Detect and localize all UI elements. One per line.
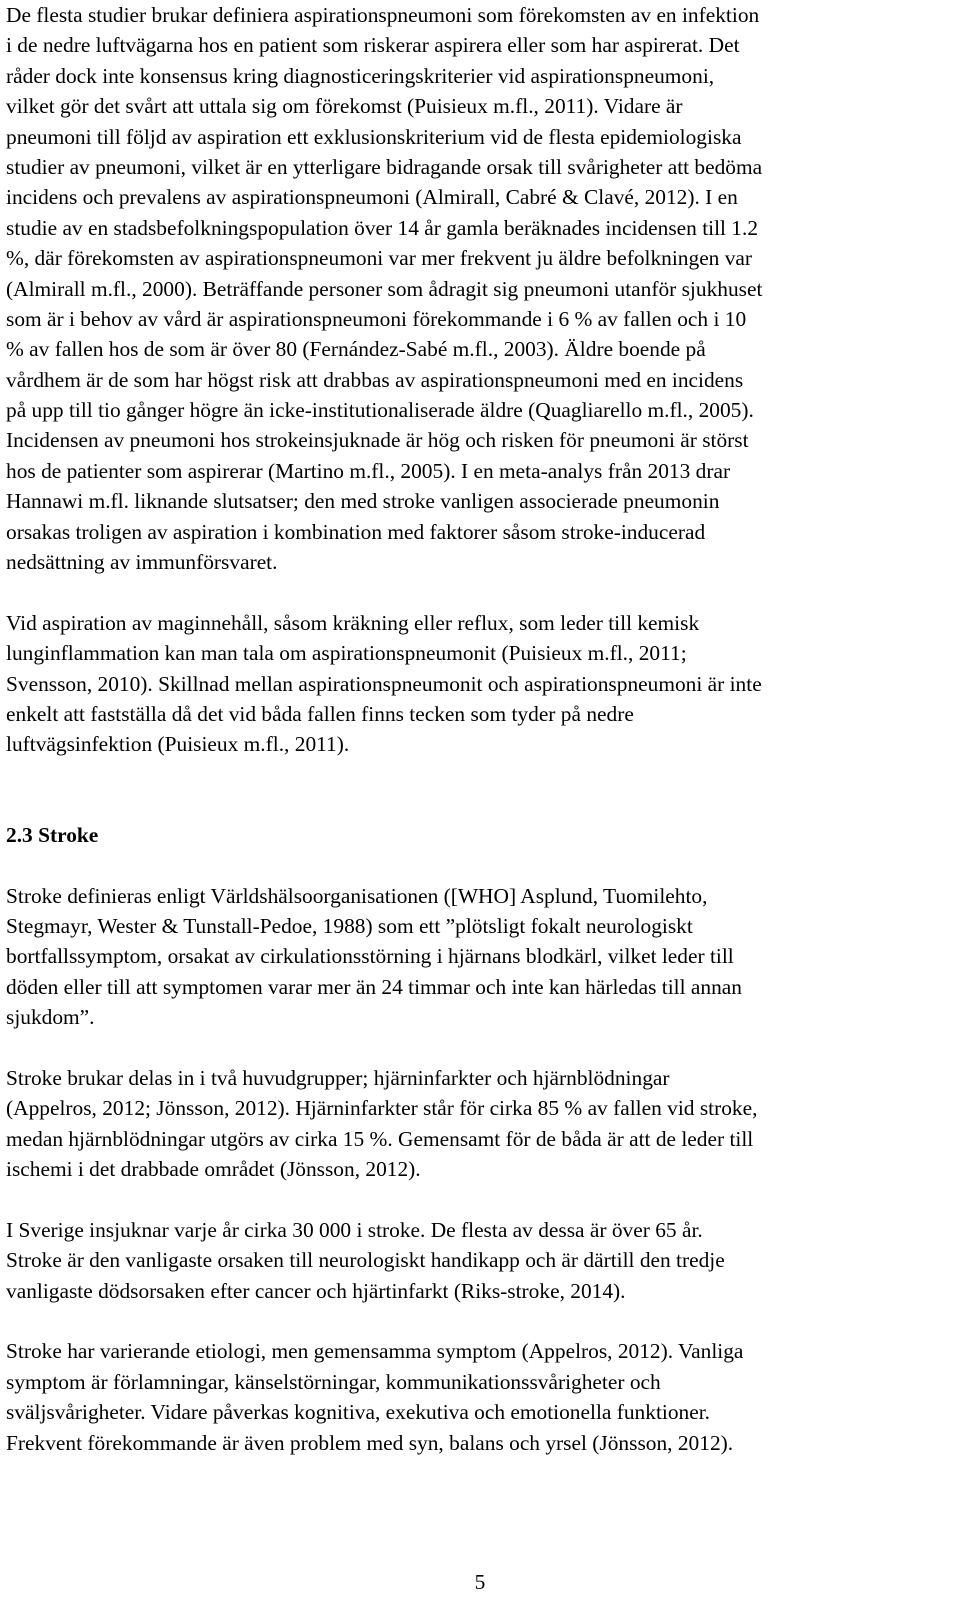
text-line: symptom är förlamningar, känselstörningar, kommunikationssvårigheter och	[6, 1369, 661, 1394]
paragraph-spacer	[6, 1306, 941, 1336]
document-page	[6, 0, 941, 1458]
text-line: som är i behov av vård är aspirationspneumoni förekommande i 6 % av fallen och i 10	[6, 306, 747, 331]
text-line: döden eller till att symptomen varar mer än 24 timmar och inte kan härledas till annan	[6, 974, 742, 999]
text-line: studie av en stadsbefolkningspopulation över 14 år gamla beräknades incidensen till 1.2	[6, 215, 759, 240]
text-line: pneumoni till följd av aspiration ett exklusionskriterium vid de flesta epidemiologiska	[6, 124, 742, 149]
text-line: hos de patienter som aspirerar (Martino m.fl., 2005). I en meta-analys från 2013 drar	[6, 458, 731, 483]
text-line: Vid aspiration av maginnehåll, såsom kräkning eller reflux, som leder till kemisk	[6, 610, 700, 635]
paragraph-stroke-types	[6, 1063, 941, 1185]
section-spacer	[6, 760, 941, 820]
text-line: ischemi i det drabbade området (Jönsson, 2012).	[6, 1157, 421, 1182]
text-line: Stroke är den vanligaste orsaken till neurologiskt handikapp och är därtill den tredje	[6, 1248, 725, 1273]
text-line: Incidensen av pneumoni hos strokeinsjuknade är hög och risken för pneumoni är störst	[6, 428, 749, 453]
paragraph-stroke-sweden	[6, 1215, 941, 1306]
paragraph-spacer	[6, 1184, 941, 1214]
paragraph-stroke-definition	[6, 881, 941, 1033]
text-line: Stroke definieras enligt Världshälsoorganisationen ([WHO] Asplund, Tuomilehto,	[6, 883, 708, 908]
paragraph-aspiration-pneumonitis	[6, 608, 941, 760]
text-line: vilket gör det svårt att uttala sig om förekomst (Puisieux m.fl., 2011). Vidare är	[6, 94, 683, 119]
paragraph-spacer	[6, 577, 941, 607]
text-line: vanligaste dödsorsaken efter cancer och hjärtinfarkt (Riks-stroke, 2014).	[6, 1278, 626, 1303]
text-line: nedsättning av immunförsvaret.	[6, 550, 278, 575]
text-line: bortfallssymptom, orsakat av cirkulationsstörning i hjärnans blodkärl, vilket leder till	[6, 944, 734, 969]
text-line: Stegmayr, Wester & Tunstall-Pedoe, 1988) som ett ”plötsligt fokalt neurologiskt	[6, 913, 693, 938]
text-line: studier av pneumoni, vilket är en ytterligare bidragande orsak till svårigheter att bedöma	[6, 154, 763, 179]
text-line: I Sverige insjuknar varje år cirka 30 000 i stroke. De flesta av dessa är över 65 år.	[6, 1217, 703, 1242]
text-line: Svensson, 2010). Skillnad mellan aspirationspneumonit och aspirationspneumoni är inte	[6, 671, 762, 696]
text-line: lunginflammation kan man tala om aspirationspneumonit (Puisieux m.fl., 2011;	[6, 641, 687, 666]
text-line: enkelt att fastställa då det vid båda fallen finns tecken som tyder på nedre	[6, 701, 634, 726]
paragraph-aspiration-pneumonia	[6, 0, 941, 577]
text-line: orsakas troligen av aspiration i kombination med faktorer såsom stroke-inducerad	[6, 519, 706, 544]
text-line: i de nedre luftvägarna hos en patient som riskerar aspirera eller som har aspirerat. Det	[6, 33, 740, 58]
text-line: %, där förekomsten av aspirationspneumoni var mer frekvent ju äldre befolkningen var	[6, 246, 753, 271]
text-line: De flesta studier brukar definiera aspirationspneumoni som förekomsten av en infektion	[6, 3, 760, 27]
text-line: vårdhem är de som har högst risk att drabbas av aspirationspneumoni med en incidens	[6, 367, 744, 392]
text-line: Stroke har varierande etiologi, men gemensamma symptom (Appelros, 2012). Vanliga	[6, 1339, 744, 1364]
text-line: Stroke brukar delas in i två huvudgrupper; hjärninfarkter och hjärnblödningar	[6, 1065, 670, 1090]
text-line: (Appelros, 2012; Jönsson, 2012). Hjärninfarkter står för cirka 85 % av fallen vid stroke,	[6, 1096, 758, 1121]
paragraph-spacer	[6, 850, 941, 880]
text-line: Hannawi m.fl. liknande slutsatser; den med stroke vanligen associerade pneumonin	[6, 489, 720, 514]
paragraph-spacer	[6, 1033, 941, 1063]
paragraph-stroke-symptoms	[6, 1336, 941, 1458]
text-line: sjukdom”.	[6, 1005, 95, 1030]
text-line: % av fallen hos de som är över 80 (Fernández-Sabé m.fl., 2003). Äldre boende på	[6, 337, 706, 362]
text-line: medan hjärnblödningar utgörs av cirka 15 %. Gemensamt för de båda är att de leder till	[6, 1126, 754, 1151]
text-line: på upp till tio gånger högre än icke-institutionaliserade äldre (Quagliarello m.fl., 2005).	[6, 398, 754, 423]
text-line: luftvägsinfektion (Puisieux m.fl., 2011).	[6, 732, 350, 757]
text-line: incidens och prevalens av aspirationspneumoni (Almirall, Cabré & Clavé, 2012). I en	[6, 185, 738, 210]
section-heading: 2.3 Stroke	[6, 822, 99, 847]
page-number: 5	[474, 1570, 486, 1594]
text-line: sväljsvårigheter. Vidare påverkas kognitiva, exekutiva och emotionella funktioner.	[6, 1400, 710, 1425]
text-line: råder dock inte konsensus kring diagnosticeringskriterier vid aspirationspneumoni,	[6, 63, 715, 88]
text-line: Frekvent förekommande är även problem med syn, balans och yrsel (Jönsson, 2012).	[6, 1430, 734, 1455]
text-line: (Almirall m.fl., 2000). Beträffande personer som ådragit sig pneumoni utanför sjukhuset	[6, 276, 763, 301]
